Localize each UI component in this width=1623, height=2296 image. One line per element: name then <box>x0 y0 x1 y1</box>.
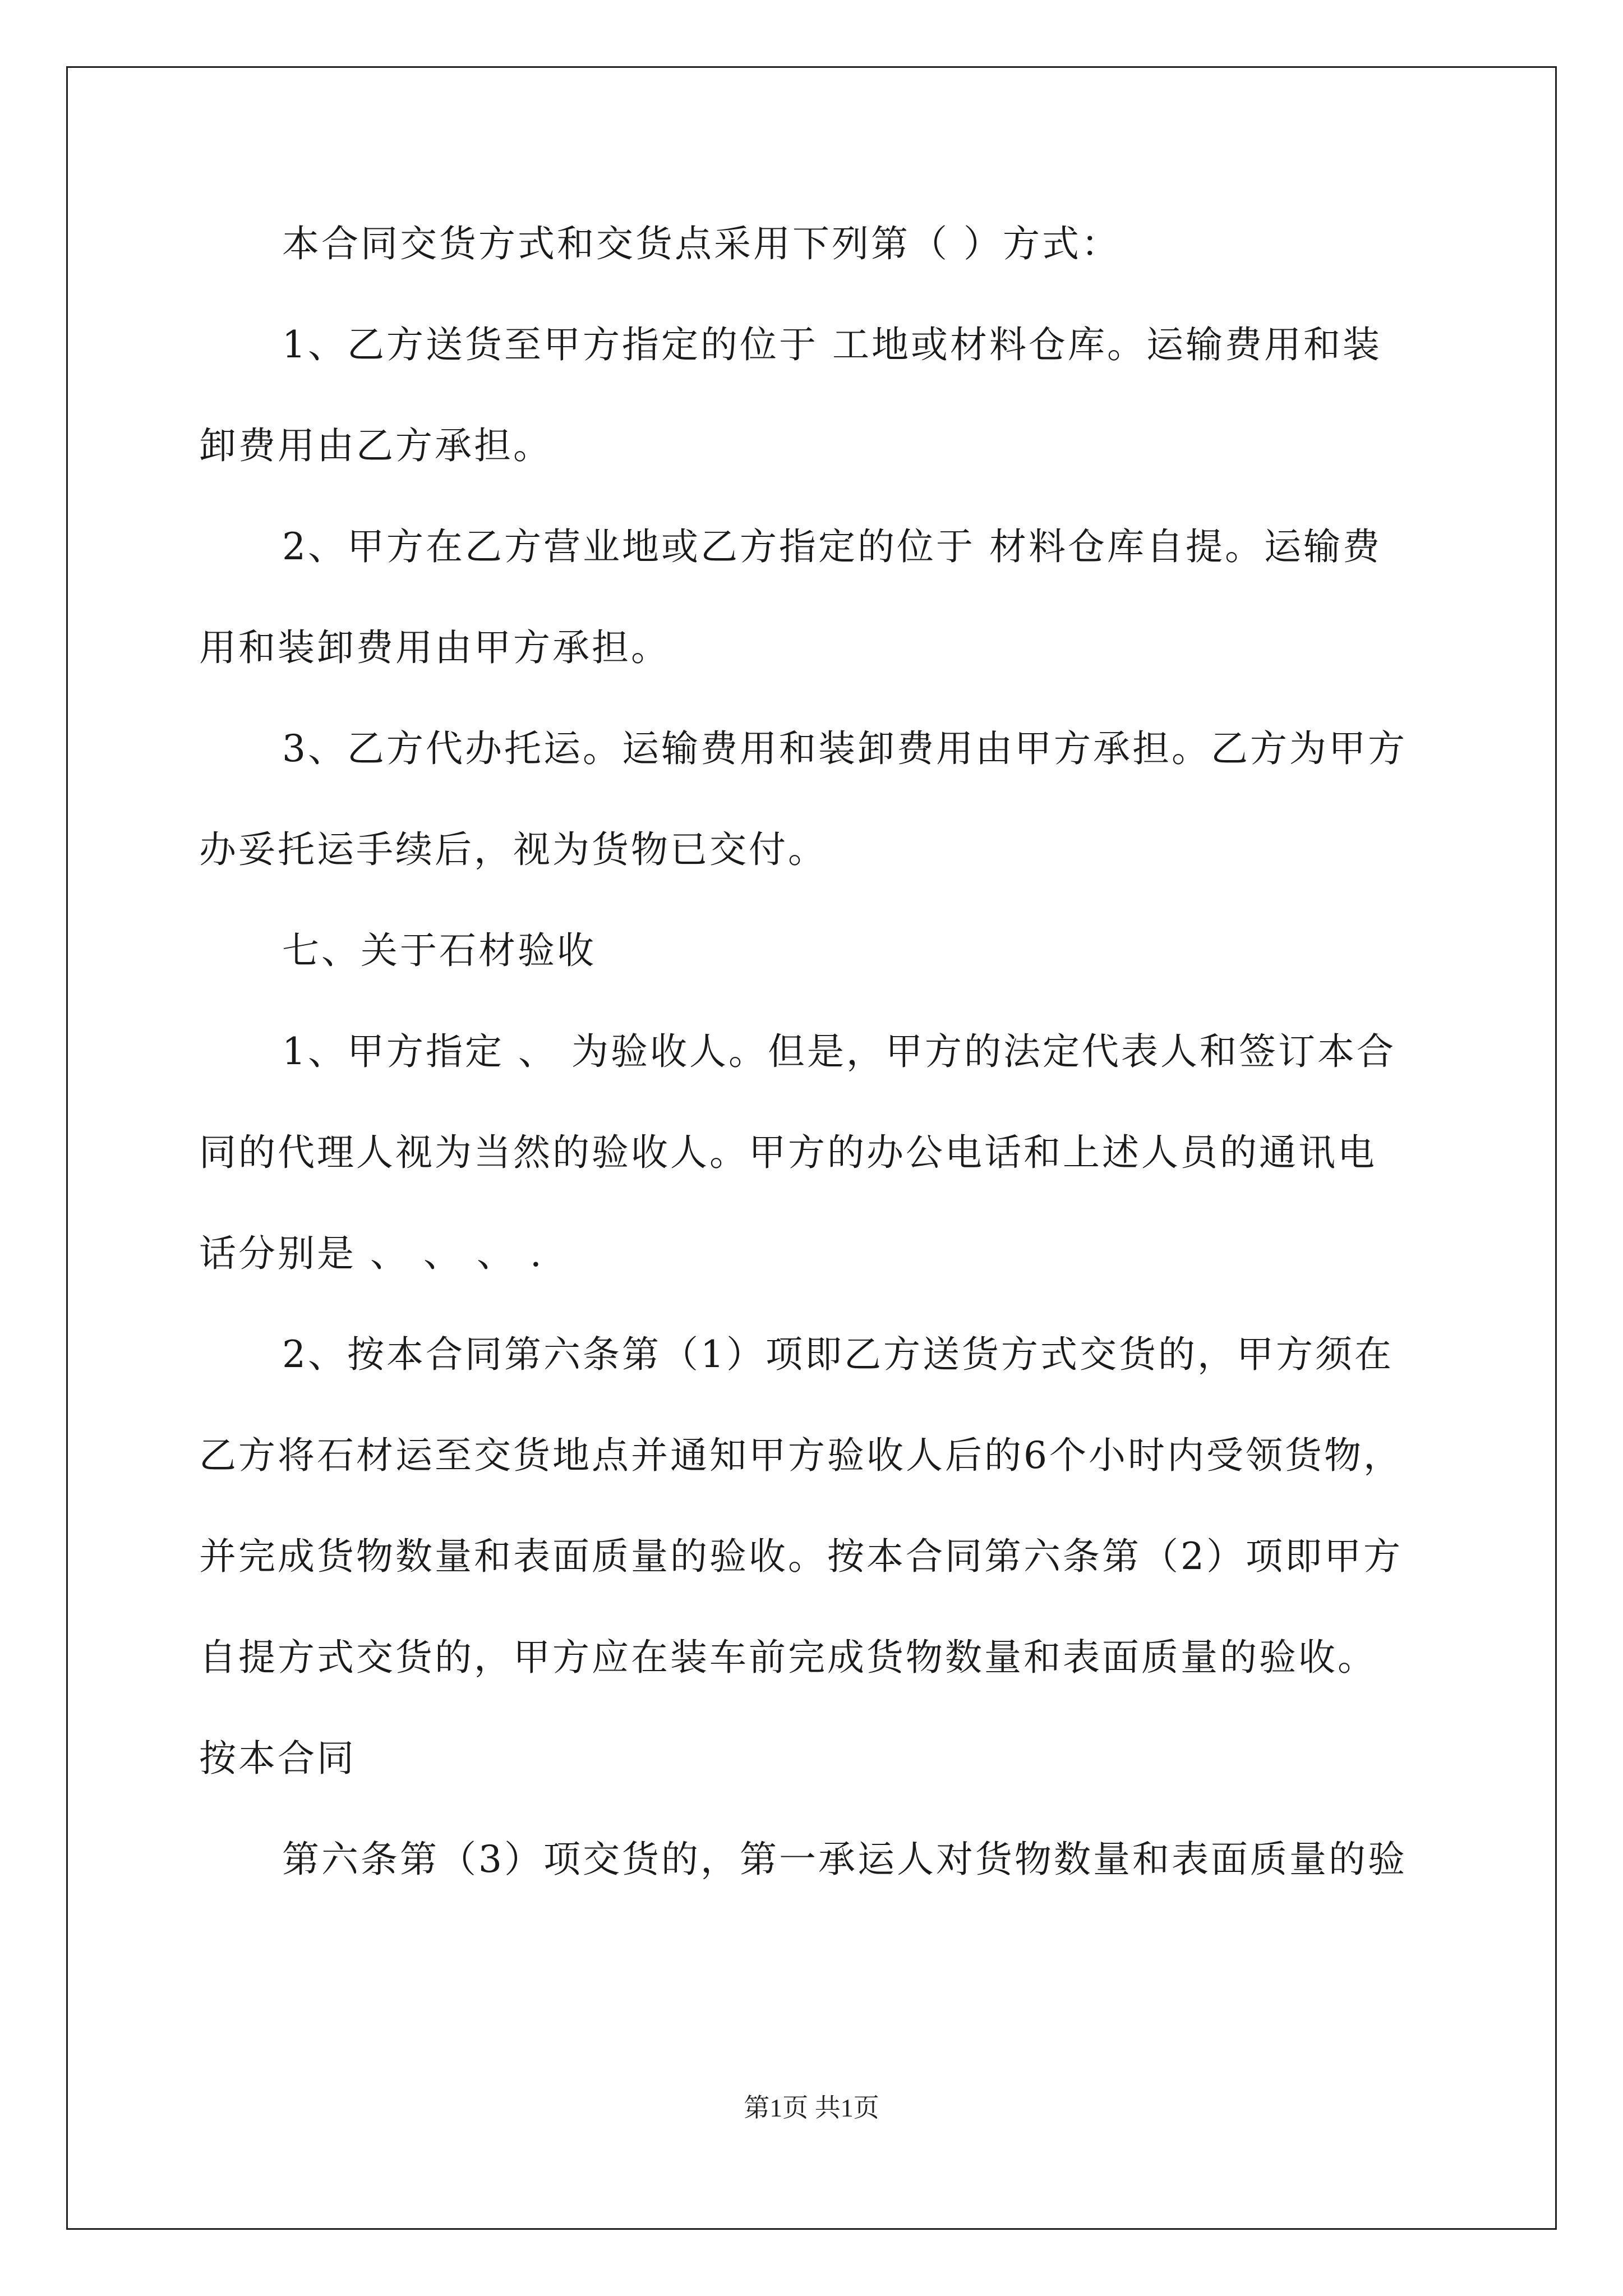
paragraph-line: 同的代理人视为当然的验收人。甲方的办公电话和上述人员的通讯电 <box>199 1131 1377 1174</box>
paragraph-line: 2、按本合同第六条第（1）项即乙方送货方式交货的，甲方须在 <box>282 1333 1394 1376</box>
paragraph-line: 卸费用由乙方承担。 <box>199 424 552 467</box>
paragraph-line: 1、乙方送货至甲方指定的位于 工地或材料仓库。运输费用和装 <box>282 323 1382 366</box>
paragraph-line: 乙方将石材运至交货地点并通知甲方验收人后的6个小时内受领货物， <box>199 1434 1403 1477</box>
paragraph-line: 按本合同 <box>199 1737 356 1780</box>
paragraph-line: 2、甲方在乙方营业地或乙方指定的位于 材料仓库自提。运输费 <box>282 525 1382 568</box>
section-heading: 七、关于石材验收 <box>282 929 596 972</box>
paragraph-line: 并完成货物数量和表面质量的验收。按本合同第六条第（2）项即甲方 <box>199 1535 1403 1578</box>
paragraph-line: 办妥托运手续后，视为货物已交付。 <box>199 828 827 871</box>
paragraph-line: 话分别是 、 、 、 . <box>199 1232 544 1275</box>
paragraph-line: 第六条第（3）项交货的，第一承运人对货物数量和表面质量的验 <box>282 1838 1407 1881</box>
paragraph-line: 1、甲方指定 、 为验收人。但是，甲方的法定代表人和签订本合 <box>282 1030 1396 1073</box>
paragraph-line: 3、乙方代办托运。运输费用和装卸费用由甲方承担。乙方为甲方 <box>282 727 1407 770</box>
paragraph-line: 用和装卸费用由甲方承担。 <box>199 626 670 669</box>
paragraph-line: 本合同交货方式和交货点采用下列第（ ）方式： <box>282 222 1121 265</box>
page-number-footer: 第1页 共1页 <box>744 2093 879 2122</box>
paragraph-line: 自提方式交货的，甲方应在装车前完成货物数量和表面质量的验收。 <box>199 1636 1377 1679</box>
